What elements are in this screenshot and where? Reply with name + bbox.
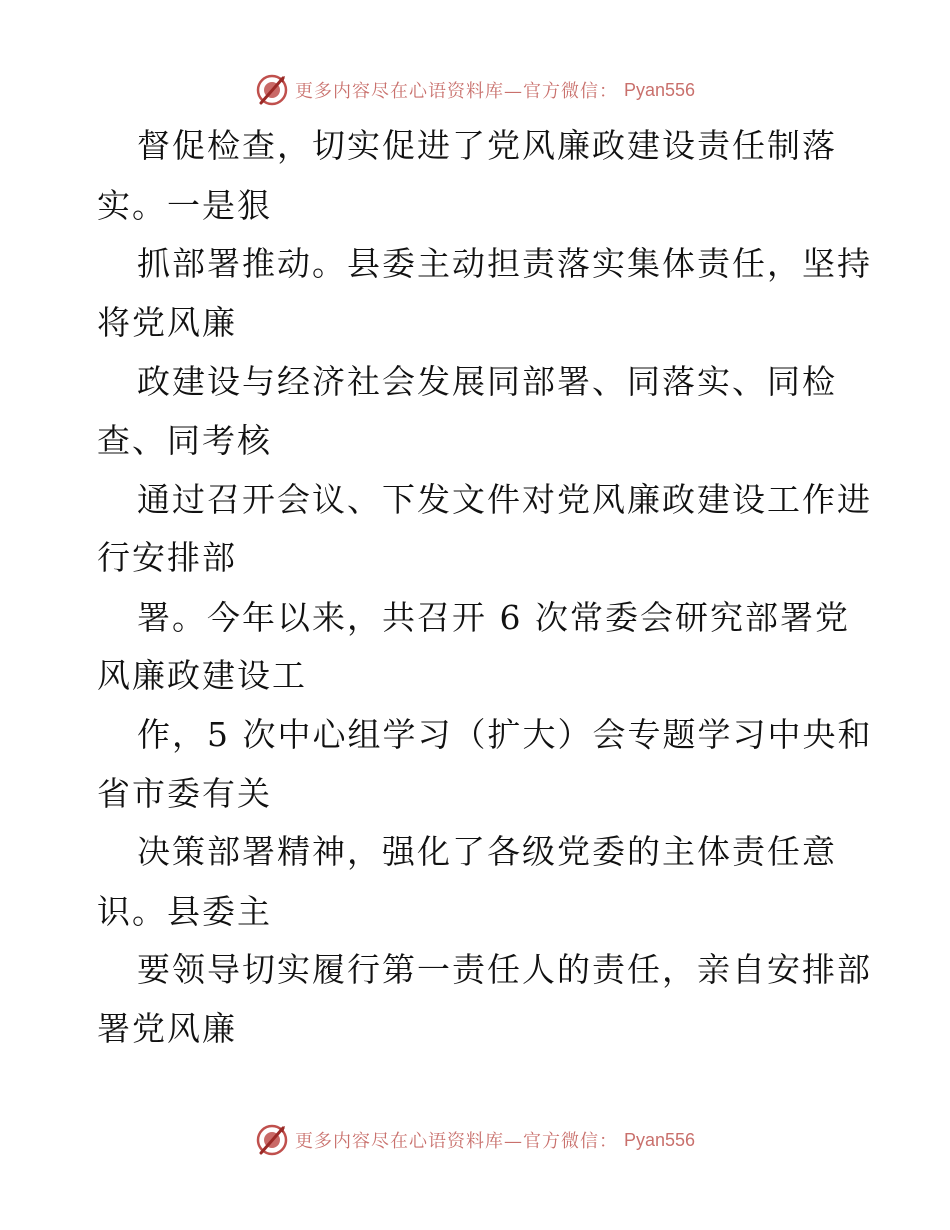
text-line: 要领导切实履行第一责任人的责任，亲自安排部	[137, 950, 872, 989]
text-line: 署党风廉	[97, 1009, 237, 1048]
text-line: 政建设与经济社会发展同部署、同落实、同检	[137, 362, 837, 401]
watermark-text: 更多内容尽在心语资料库—官方微信：	[294, 1131, 618, 1152]
text-line: 识。县委主	[97, 892, 272, 931]
text-line: 省市委有关	[97, 774, 272, 813]
text-line: 署。今年以来，共召开 6 次常委会研究部署党	[137, 598, 850, 637]
watermark-text: 更多内容尽在心语资料库—官方微信：	[294, 81, 618, 102]
watermark-wechat-id: Pyan556	[623, 79, 696, 100]
text-line: 查、同考核	[97, 421, 272, 460]
text-line: 作，5 次中心组学习（扩大）会专题学习中央和	[137, 715, 873, 754]
quill-logo-icon	[255, 1123, 289, 1157]
text-line: 抓部署推动。县委主动担责落实集体责任，坚持	[137, 244, 872, 283]
text-line: 风廉政建设工	[97, 656, 307, 695]
text-line: 将党风廉	[97, 303, 237, 342]
text-line: 行安排部	[97, 538, 237, 577]
footer-watermark	[0, 1120, 950, 1160]
text-line: 通过召开会议、下发文件对党风廉政建设工作进	[137, 480, 872, 519]
text-line: 督促检查，切实促进了党风廉政建设责任制落	[137, 126, 837, 165]
text-line: 实。一是狠	[97, 186, 272, 225]
text-line: 决策部署精神，强化了各级党委的主体责任意	[137, 832, 837, 871]
watermark-wechat-id: Pyan556	[623, 1129, 696, 1150]
